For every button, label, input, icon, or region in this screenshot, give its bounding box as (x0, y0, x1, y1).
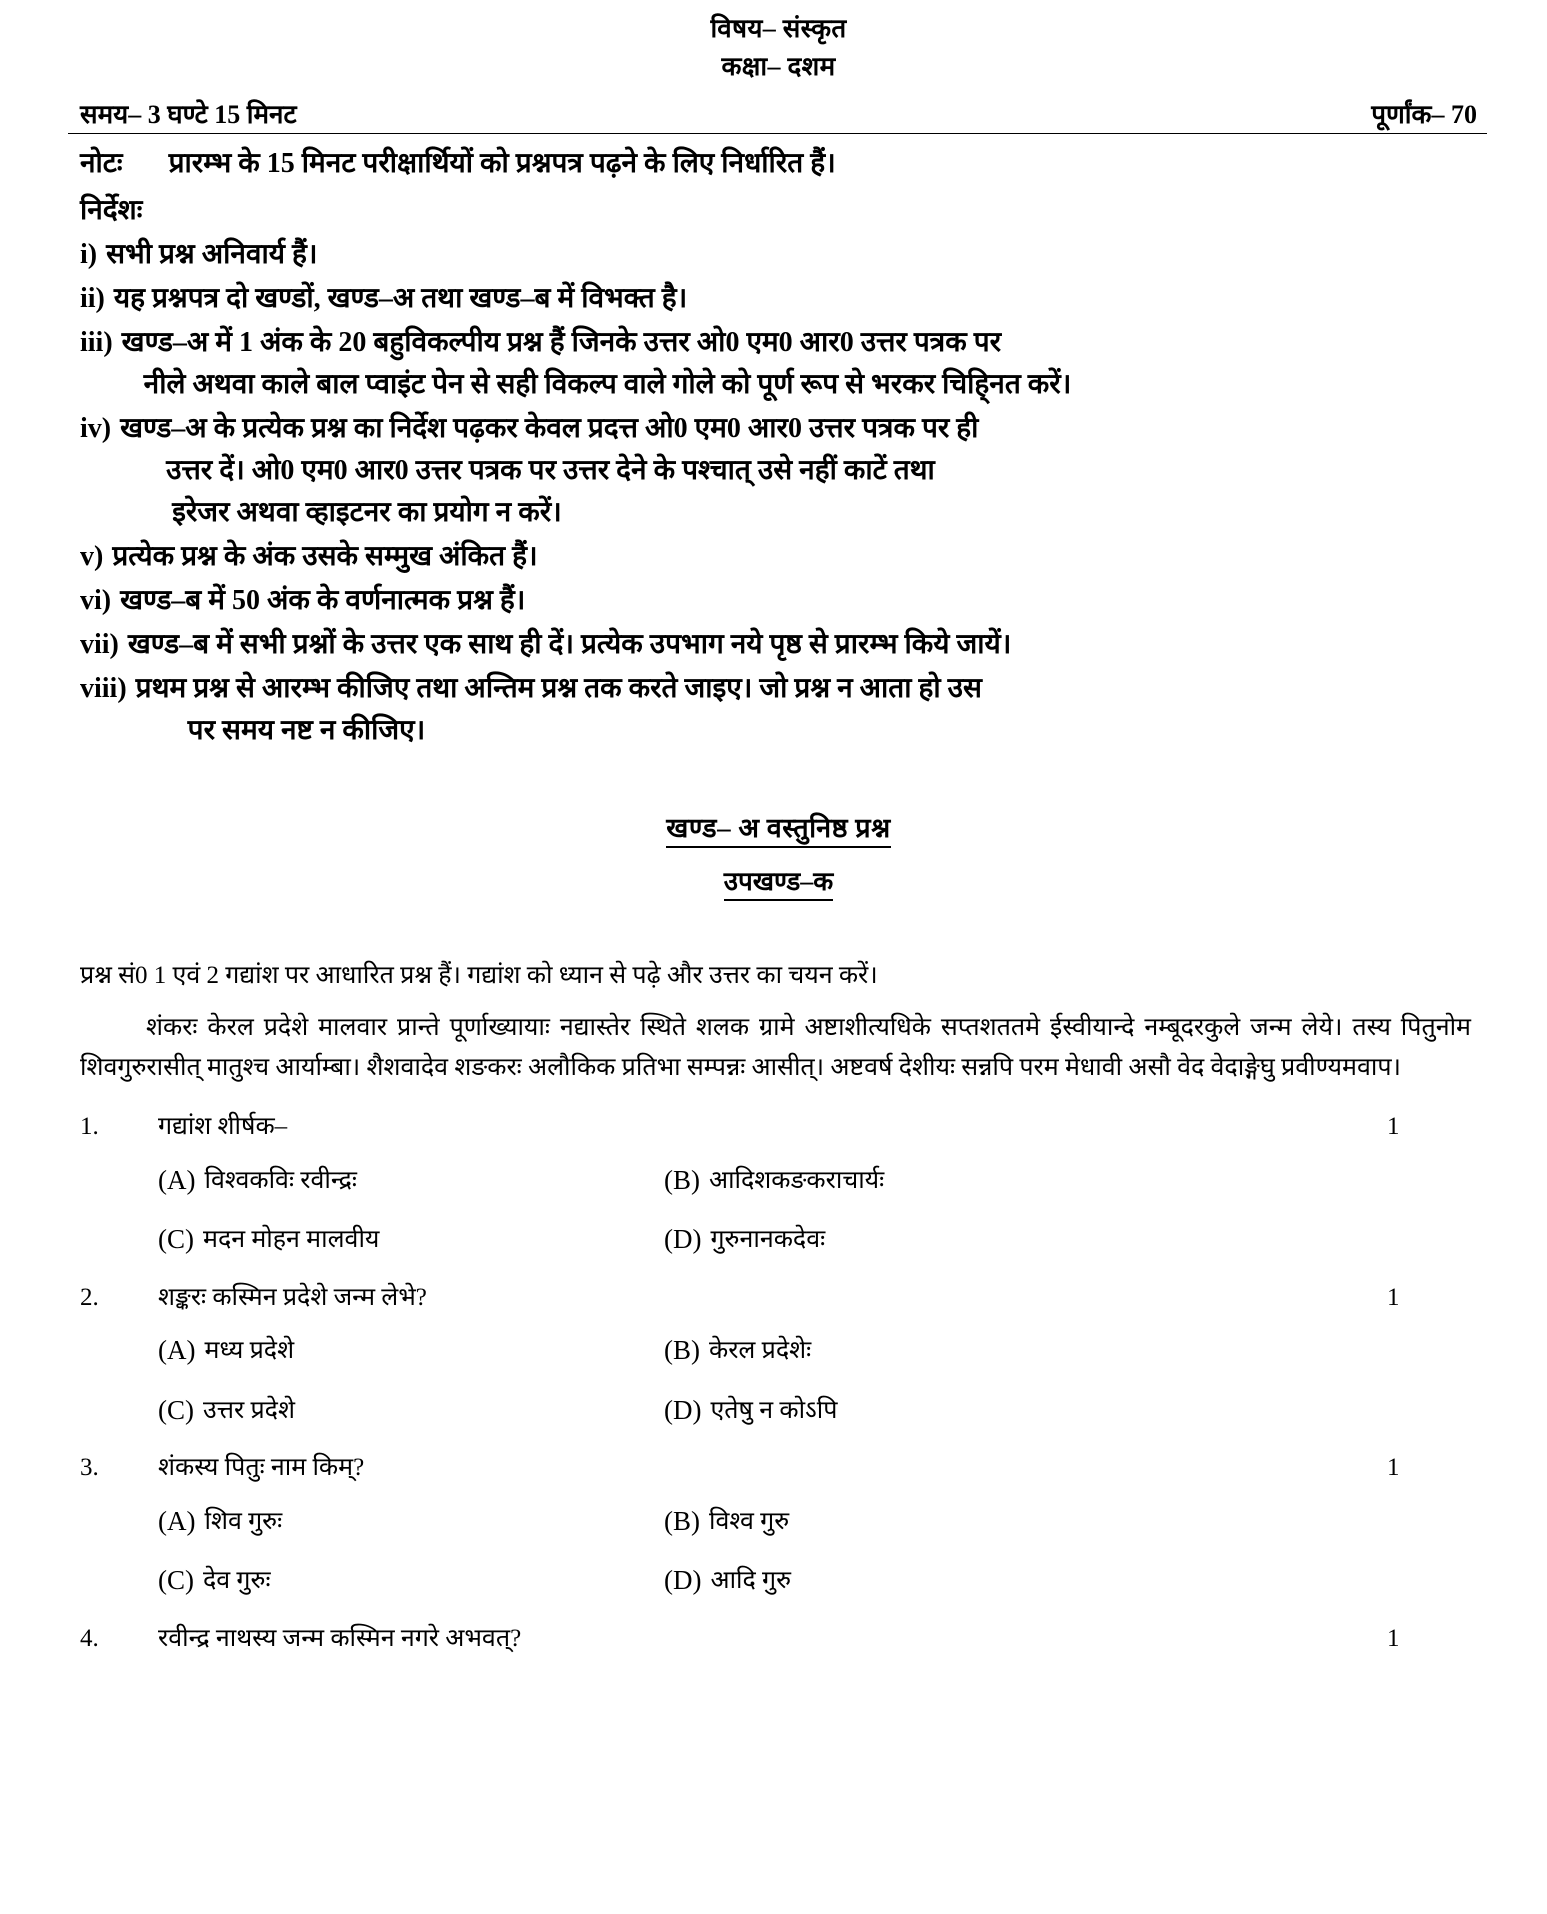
option-row (80, 1392, 1477, 1430)
direction-line: प्रथम प्रश्न से आरम्भ कीजिए तथा अन्तिम प्रश्न तक करते जाइए। जो प्रश्न न आता हो उस (135, 672, 982, 704)
section-heading: खण्ड– अ वस्तुनिष्ठ प्रश्न (666, 808, 890, 848)
option-label: (B) (664, 1335, 700, 1366)
section-heading-wrap (80, 808, 1477, 848)
direction-text (106, 234, 1477, 276)
options-list (80, 1332, 1477, 1429)
direction-item-iii (80, 322, 1477, 406)
option-text: मध्य प्रदेशे (204, 1337, 295, 1365)
note-text: प्रारम्भ के 15 मिनट परीक्षार्थियों को प्रश्नपत्र पढ़ने के लिए निर्धारित हैं। (168, 148, 836, 180)
option-c[interactable] (80, 1562, 664, 1600)
direction-number: vii) (80, 628, 119, 660)
option-text: आदि गुरु (710, 1567, 792, 1595)
question-number: 1. (80, 1113, 99, 1141)
direction-item-ii (80, 278, 1477, 320)
question-stem-row (80, 1279, 1477, 1317)
question-number: 3. (80, 1454, 99, 1482)
option-text: मदन मोहन मालवीय (203, 1226, 380, 1254)
reading-passage: शंकरः केरल प्रदेशे मालवार प्रान्ते पूर्णाख्यायाः नद्यास्तेर स्थिते शलक ग्रामे अष्टाशीत्यधिके सप्तशततमे ईस्वीयान्दे नम्बूदरकुले जन्म लेये। तस्य पितुनोम शिवगुरुरासीत् मातुश्च आर्याम्बा। शैशवादेव शङकरः अलौकिक प्रतिभा सम्पन्नः आसीत्। अष्टवर्ष देशीयः सन्नपि परम मेधावी असौ वेद वेदाङ्गेघु प्रवीण्यमवाप। (80, 1014, 1471, 1082)
direction-number: iii) (80, 326, 113, 358)
option-label: (B) (664, 1505, 700, 1536)
option-b[interactable] (664, 1162, 1477, 1200)
question-4 (80, 1620, 1477, 1658)
direction-line: खण्ड–ब में 50 अंक के वर्णनात्मक प्रश्न हैं। (120, 584, 526, 616)
question-text: शङ्करः कस्मिन प्रदेशे जन्म लेभे? (158, 1283, 427, 1311)
option-row (80, 1221, 1477, 1259)
direction-number: i) (80, 238, 98, 270)
direction-text (112, 536, 1477, 578)
direction-text (122, 322, 1477, 406)
time-label: समय– 3 घण्टे 15 मिनट (80, 100, 297, 130)
question-3 (80, 1449, 1477, 1600)
directions-list (80, 234, 1477, 752)
option-b[interactable] (664, 1332, 1477, 1370)
option-text: विश्व गुरु (709, 1507, 790, 1535)
class-line: कक्षा– दशम (721, 51, 836, 81)
direction-item-viii (80, 668, 1477, 752)
direction-line: यह प्रश्नपत्र दो खण्डों, खण्ड–अ तथा खण्ड–ब में विभक्त है। (113, 282, 688, 314)
option-label: (C) (158, 1394, 194, 1425)
question-number: 2. (80, 1283, 99, 1311)
directions-heading: निर्देशः (80, 194, 143, 226)
subject-line: विषय– संस्कृत (710, 14, 847, 43)
passage-instruction: प्रश्न सं0 1 एवं 2 गद्यांश पर आधारित प्रश्न हैं। गद्यांश को ध्यान से पढ़े और उत्तर का चयन करें। (80, 961, 878, 989)
option-text: गुरुनानकदेवः (710, 1226, 826, 1254)
direction-line: सभी प्रश्न अनिवार्य हैं। (106, 238, 318, 270)
option-a[interactable] (80, 1162, 664, 1200)
question-1 (80, 1108, 1477, 1259)
option-text: एतेषु न कोऽपि (710, 1396, 838, 1424)
question-marks: 1 (1387, 1624, 1400, 1652)
option-label: (D) (664, 1224, 702, 1255)
direction-text (128, 624, 1477, 666)
option-text: उत्तर प्रदेशे (203, 1396, 295, 1424)
option-row (80, 1332, 1477, 1370)
question-text: रवीन्द्र नाथस्य जन्म कस्मिन नगरे अभवत्? (158, 1624, 522, 1652)
option-label: (C) (158, 1565, 194, 1596)
question-text: गद्यांश शीर्षक– (158, 1113, 288, 1141)
option-d[interactable] (664, 1392, 1477, 1430)
option-label: (A) (158, 1335, 196, 1366)
direction-number: iv) (80, 412, 112, 444)
option-c[interactable] (80, 1221, 664, 1259)
subsection-heading: उपखण्ड–क (724, 862, 834, 901)
direction-text (120, 408, 1477, 534)
direction-number: viii) (80, 672, 127, 704)
option-label: (A) (158, 1505, 196, 1536)
option-d[interactable] (664, 1562, 1477, 1600)
direction-line: नीले अथवा काले बाल प्वाइंट पेन से सही विकल्प वाले गोले को पूर्ण रूप से भरकर चिहि्नत करें। (143, 368, 1072, 400)
option-label: (A) (158, 1164, 196, 1195)
option-label: (B) (664, 1164, 700, 1195)
option-row (80, 1503, 1477, 1541)
option-text: आदिशकङकराचार्यः (709, 1166, 885, 1194)
option-text: केरल प्रदेशेः (709, 1337, 812, 1365)
question-stem-row (80, 1620, 1477, 1658)
direction-text (136, 668, 1477, 752)
direction-item-v (80, 536, 1477, 578)
option-label: (D) (664, 1394, 702, 1425)
question-marks: 1 (1387, 1454, 1400, 1482)
header-divider (68, 133, 1487, 134)
question-stem-row (80, 1108, 1477, 1146)
direction-number: ii) (80, 282, 105, 314)
document-header (80, 10, 1477, 134)
direction-number: vi) (80, 584, 112, 616)
option-label: (C) (158, 1224, 194, 1255)
option-a[interactable] (80, 1332, 664, 1370)
options-list (80, 1503, 1477, 1600)
option-label: (D) (664, 1565, 702, 1596)
direction-item-vi (80, 580, 1477, 622)
option-text: विश्वकविः रवीन्द्रः (204, 1166, 357, 1194)
option-row (80, 1562, 1477, 1600)
option-a[interactable] (80, 1503, 664, 1541)
time-marks-row (80, 95, 1477, 133)
subsection-heading-wrap (80, 862, 1477, 901)
question-marks: 1 (1387, 1113, 1400, 1141)
direction-item-iv (80, 408, 1477, 534)
direction-line: खण्ड–अ के प्रत्येक प्रश्न का निर्देश पढ़कर केवल प्रदत्त ओ0 एम0 आर0 उत्तर पत्रक पर ही (120, 412, 979, 444)
direction-item-vii (80, 624, 1477, 666)
question-2 (80, 1279, 1477, 1430)
direction-line: उत्तर दें। ओ0 एम0 आर0 उत्तर पत्रक पर उत्तर देने के पश्चात् उसे नहीं काटें तथा (166, 454, 935, 486)
note-label: नोटः (80, 148, 123, 180)
option-row (80, 1162, 1477, 1200)
question-number: 4. (80, 1624, 99, 1652)
question-marks: 1 (1387, 1283, 1400, 1311)
question-text: शंकस्य पितुः नाम किम्? (158, 1454, 365, 1482)
question-stem-row (80, 1449, 1477, 1487)
option-b[interactable] (664, 1503, 1477, 1541)
option-c[interactable] (80, 1392, 664, 1430)
direction-line: प्रत्येक प्रश्न के अंक उसके सम्मुख अंकित हैं। (112, 540, 538, 572)
direction-text (114, 278, 1477, 320)
direction-line: इरेजर अथवा व्हाइटनर का प्रयोग न करें। (172, 496, 562, 528)
option-text: शिव गुरुः (204, 1507, 283, 1535)
options-list (80, 1162, 1477, 1259)
note-row (80, 142, 1477, 185)
direction-line: खण्ड–अ में 1 अंक के 20 बहुविकल्पीय प्रश्न हैं जिनके उत्तर ओ0 एम0 आर0 उत्तर पत्रक पर (121, 326, 1002, 358)
direction-item-i (80, 234, 1477, 276)
direction-line: पर समय नष्ट न कीजिए। (187, 714, 426, 746)
direction-line: खण्ड–ब में सभी प्रश्नों के उत्तर एक साथ ही दें। प्रत्येक उपभाग नये पृष्ठ से प्रारम्भ किये जायें। (127, 628, 1012, 660)
direction-number: v) (80, 540, 104, 572)
direction-text (120, 580, 1477, 622)
max-marks-label: पूर्णांक– 70 (1371, 100, 1477, 130)
option-d[interactable] (664, 1221, 1477, 1259)
option-text: देव गुरुः (203, 1567, 271, 1595)
